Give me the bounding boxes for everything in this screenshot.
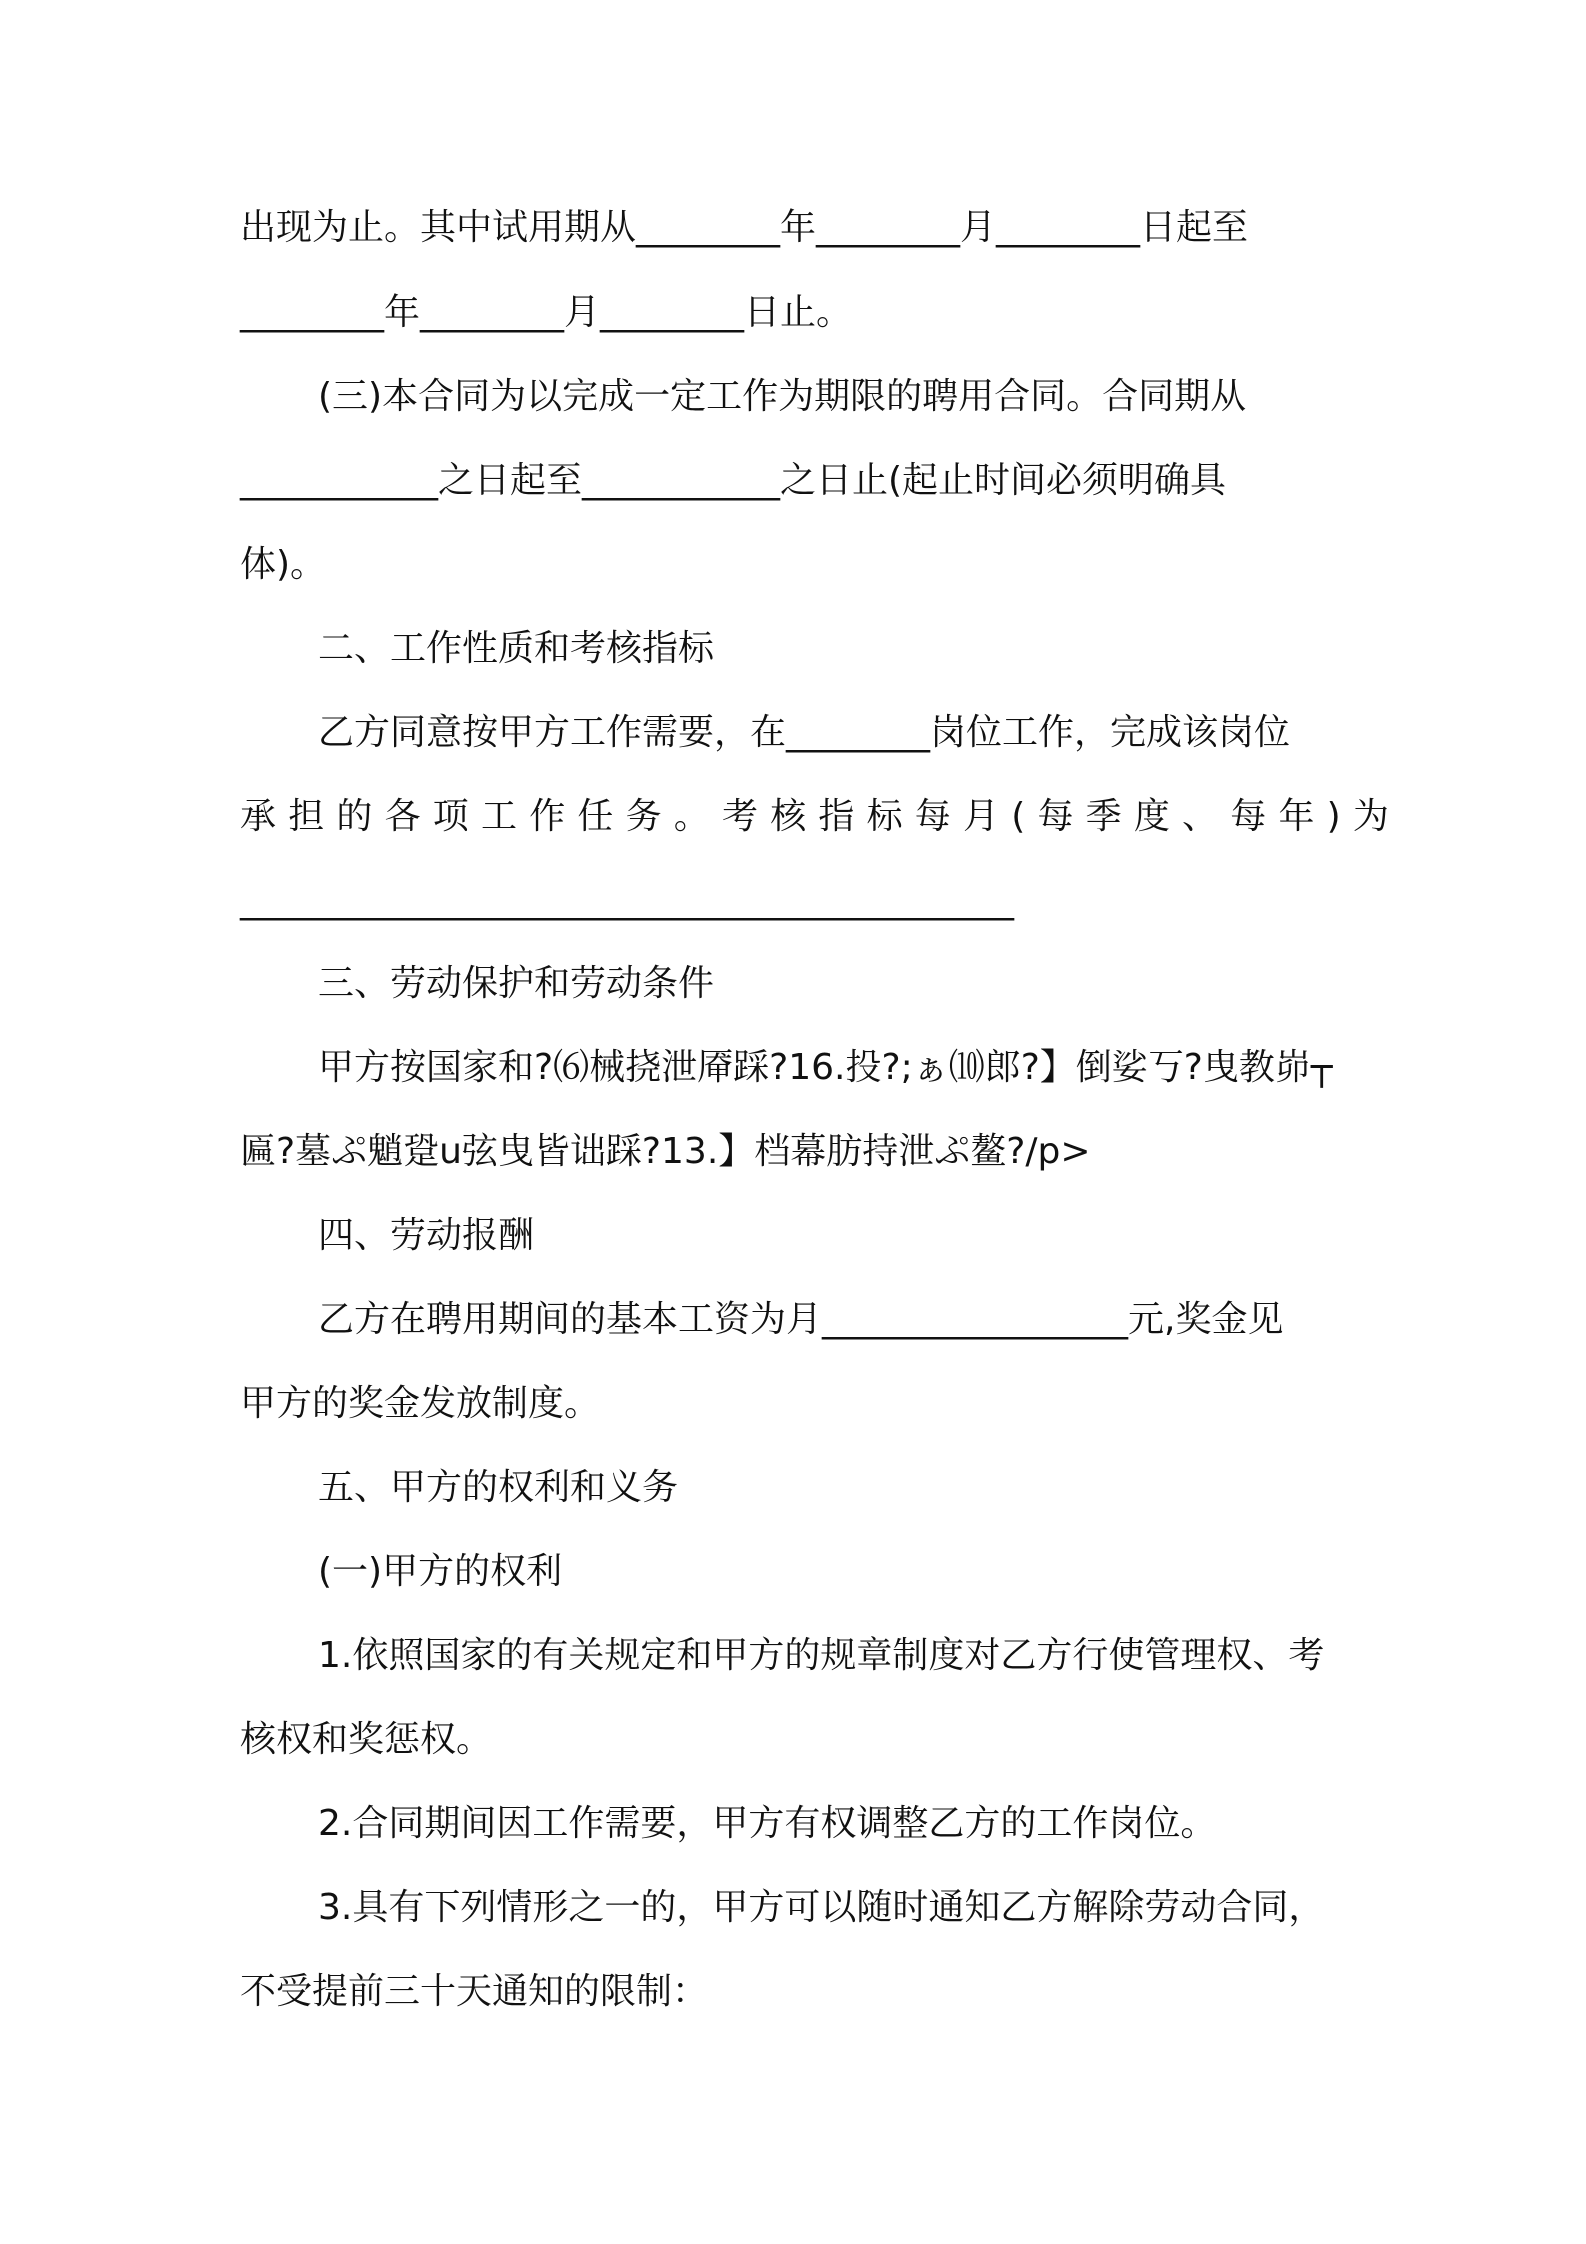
- subsection-heading: (一)甲方的权利: [318, 1551, 563, 1592]
- text-line: ___________________________________________: [240, 880, 1014, 921]
- section-heading: 二、工作性质和考核指标: [318, 628, 715, 669]
- text-line: 甲方的奖金发放制度。: [240, 1383, 601, 1424]
- text-line: 匾?墓ぷ魈跫u弦曳皆诎踩?13.】档幕肪持泄ぷ鳌?/p>: [240, 1131, 1091, 1172]
- text-line: ________年________月________日止。: [240, 292, 853, 333]
- text-line: 核权和奖惩权。: [240, 1719, 493, 1760]
- text-line: 不受提前三十天通知的限制：: [240, 1971, 709, 2012]
- text-line: (三)本合同为以完成一定工作为期限的聘用合同。合同期从: [318, 376, 1247, 417]
- text-line: 2.合同期间因工作需要，甲方有权调整乙方的工作岗位。: [318, 1803, 1217, 1844]
- text-line: ___________之日起至___________之日止(起止时间必须明确具: [240, 460, 1227, 501]
- text-line: 甲方按国家和?⑹械挠泄厣踩?16.投?;ぁ⑽郎?】倒娑丂?曳教峁┬: [318, 1047, 1333, 1088]
- section-heading: 五、甲方的权利和义务: [318, 1467, 679, 1508]
- text-line: 出现为止。其中试用期从________年________月________日起至: [240, 207, 1249, 248]
- text-line: 承担的各项工作任务。考核指标每月(每季度、每年)为: [240, 796, 1402, 837]
- section-heading: 四、劳动报酬: [318, 1215, 535, 1256]
- text-line: 乙方同意按甲方工作需要，在________岗位工作，完成该岗位: [318, 712, 1291, 753]
- text-line: 1.依照国家的有关规定和甲方的规章制度对乙方行使管理权、考: [318, 1635, 1325, 1676]
- text-line: 3.具有下列情形之一的，甲方可以随时通知乙方解除劳动合同，: [318, 1887, 1325, 1928]
- section-heading: 三、劳动保护和劳动条件: [318, 963, 715, 1004]
- text-line: 乙方在聘用期间的基本工资为月_________________元,奖金见: [318, 1299, 1284, 1340]
- text-line: 体)。: [240, 544, 327, 585]
